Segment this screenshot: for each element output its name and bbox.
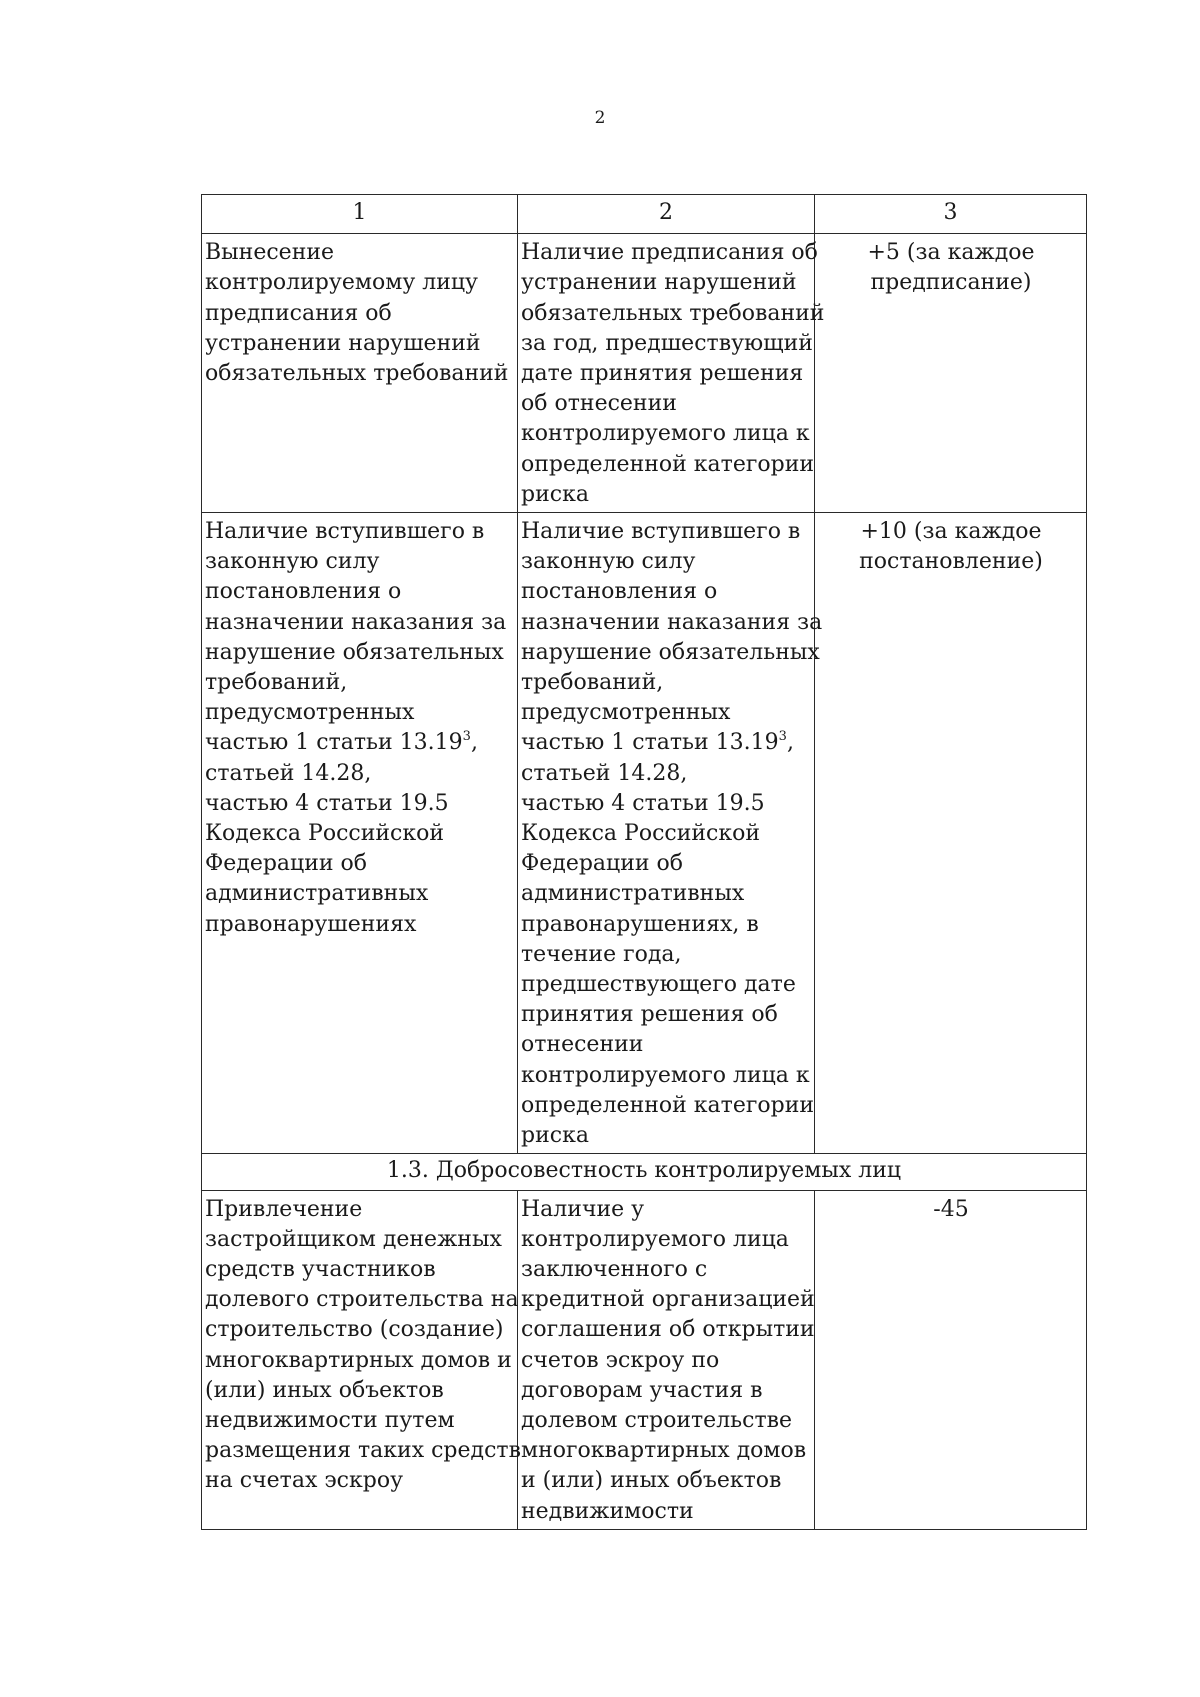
cell-line: Наличие вступившего в — [205, 519, 485, 545]
cell-line: обязательных требований — [521, 300, 825, 326]
section-row — [202, 1154, 1087, 1190]
cell-line: определенной категории — [521, 1092, 815, 1118]
cell-line: долевого строительства на — [205, 1287, 519, 1313]
score-cell — [815, 234, 1087, 513]
score-cell — [815, 1190, 1087, 1529]
cell-line: +5 (за каждое — [867, 240, 1035, 266]
cell-line: отнесении — [521, 1032, 644, 1058]
cell-line: -45 — [933, 1196, 969, 1222]
cell-line: соглашения об открытии — [521, 1317, 815, 1343]
indicator-cell — [518, 1190, 815, 1529]
cell-line — [521, 728, 812, 758]
cell-line: требований, — [205, 670, 348, 696]
cell-line: Вынесение — [205, 240, 335, 266]
cell-line: нарушение обязательных — [521, 639, 820, 665]
cell-line: постановления о — [205, 579, 402, 605]
cell-line: правонарушениях, в — [521, 911, 759, 937]
cell-line: законную силу — [521, 549, 696, 575]
cell-line: Привлечение — [205, 1196, 363, 1222]
cell-line: кредитной организацией — [521, 1287, 815, 1313]
cell-line: назначении наказания за — [521, 609, 823, 635]
column-header-3: 3 — [815, 195, 1087, 234]
cell-line: статьей 14.28, — [521, 760, 688, 786]
page-number: 2 — [594, 108, 606, 128]
cell-line: контролируемого лица к — [521, 421, 810, 447]
column-header-1: 1 — [202, 195, 518, 234]
cell-line: течение года, — [521, 941, 682, 967]
cell-line: застройщиком денежных — [205, 1226, 502, 1252]
table-header-row — [202, 195, 1087, 234]
cell-line: +10 (за каждое — [860, 519, 1042, 545]
indicator-cell — [518, 513, 823, 1154]
cell-line: предусмотренных — [205, 700, 415, 726]
cell-line: статьей 14.28, — [205, 760, 372, 786]
cell-line: принятия решения об — [521, 1002, 778, 1028]
cell-line: (или) иных объектов — [205, 1377, 444, 1403]
cell-line: правонарушениях — [205, 911, 417, 937]
superscript-mark: 3 — [462, 729, 471, 745]
cell-line: требований, — [521, 670, 664, 696]
cell-line: постановление) — [859, 549, 1043, 575]
cell-line: размещения таких средств — [205, 1438, 521, 1464]
cell-line: Наличие у — [521, 1196, 645, 1222]
section-title: 1.3. Добросовестность контролируемых лиц — [202, 1154, 1087, 1190]
cell-line: об отнесении — [521, 391, 677, 417]
cell-line: административных — [521, 881, 745, 907]
indicator-cell — [518, 234, 825, 513]
cell-line: назначении наказания за — [205, 609, 507, 635]
cell-line: Наличие предписания об — [521, 240, 818, 266]
cell-line: обязательных требований — [205, 361, 509, 387]
cell-line: строительство (создание) — [205, 1317, 504, 1343]
cell-line: предписание) — [870, 270, 1032, 296]
cell-line: счетов эскроу по — [521, 1347, 720, 1373]
criterion-cell — [202, 513, 518, 1154]
score-cell — [815, 513, 1087, 1154]
superscript-mark: 3 — [778, 729, 787, 745]
table-row — [202, 513, 1087, 1154]
cell-line: недвижимости — [521, 1498, 694, 1524]
cell-line — [205, 728, 515, 758]
cell-line: устранении нарушений — [521, 270, 797, 296]
column-header-2: 2 — [518, 195, 815, 234]
table-row — [202, 234, 1087, 513]
cell-line: многоквартирных домов и — [205, 1347, 512, 1373]
criterion-cell — [202, 234, 518, 513]
cell-line: заключенного с — [521, 1256, 708, 1282]
cell-line: договорам участия в — [521, 1377, 763, 1403]
cell-line: недвижимости путем — [205, 1407, 455, 1433]
cell-line: частью 4 статьи 19.5 — [205, 790, 449, 816]
table-row — [202, 1190, 1087, 1529]
cell-line: предписания об — [205, 300, 392, 326]
cell-line: контролируемого лица к — [521, 1062, 810, 1088]
cell-line-punct: , — [786, 730, 794, 756]
cell-line: на счетах эскроу — [205, 1468, 404, 1494]
cell-line: Кодекса Российской — [205, 821, 445, 847]
cell-line: Федерации об — [205, 851, 368, 877]
cell-line: Наличие вступившего в — [521, 519, 801, 545]
cell-line: риска — [521, 481, 589, 507]
cell-line: риска — [521, 1123, 589, 1149]
cell-line: постановления о — [521, 579, 718, 605]
cell-line-text: частью 1 статьи 13.19 — [205, 730, 463, 756]
cell-line: Кодекса Российской — [521, 821, 761, 847]
cell-line: контролируемому лицу — [205, 270, 478, 296]
cell-line-punct: , — [470, 730, 478, 756]
criteria-table — [201, 194, 1087, 1530]
cell-line: и (или) иных объектов — [521, 1468, 782, 1494]
cell-line: средств участников — [205, 1256, 436, 1282]
cell-line: дате принятия решения — [521, 361, 804, 387]
cell-line: за год, предшествующий — [521, 330, 813, 356]
cell-line: предшествующего дате — [521, 972, 796, 998]
cell-line: предусмотренных — [521, 700, 731, 726]
cell-line: частью 4 статьи 19.5 — [521, 790, 765, 816]
cell-line: долевом строительстве — [521, 1407, 793, 1433]
cell-line: устранении нарушений — [205, 330, 481, 356]
cell-line: нарушение обязательных — [205, 639, 504, 665]
criterion-cell — [202, 1190, 521, 1529]
cell-line-text: частью 1 статьи 13.19 — [521, 730, 779, 756]
cell-line: административных — [205, 881, 429, 907]
cell-line: многоквартирных домов — [521, 1438, 807, 1464]
cell-line: законную силу — [205, 549, 380, 575]
cell-line: контролируемого лица — [521, 1226, 789, 1252]
cell-line: определенной категории — [521, 451, 815, 477]
cell-line: Федерации об — [521, 851, 684, 877]
